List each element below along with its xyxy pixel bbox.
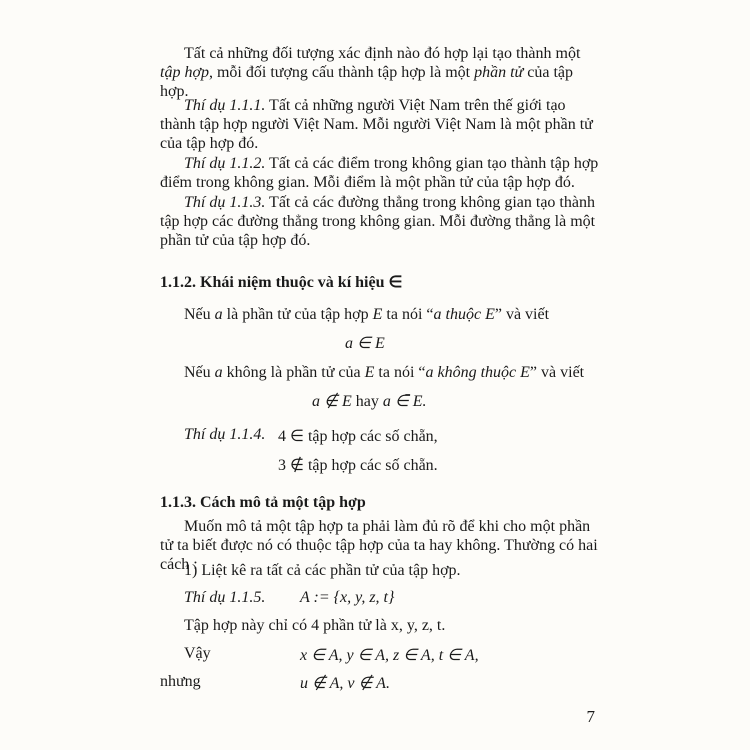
- formula-text: a ∉ E: [312, 393, 352, 410]
- example-text: Tất cả các điểm trong không gian tạo thành tập hợp điểm trong không gian. Mỗi điểm là một phần tử của tập hợp đó.: [160, 155, 599, 191]
- formula-a-not-in-E: [312, 391, 427, 411]
- nhung-formula: [300, 673, 390, 693]
- example-1-1-5-label: [184, 589, 265, 607]
- formula-text: A := {x, y, z, t}: [300, 589, 395, 606]
- intro-paragraph: [160, 44, 600, 101]
- example-1-1-4-line1: 4 ∈ tập hợp các số chẵn,: [278, 428, 438, 445]
- formula-a-in-E: [345, 333, 385, 353]
- section-heading-1-1-2: 1.1.2. Khái niệm thuộc và kí hiệu ∈: [160, 274, 403, 291]
- var-a: a: [214, 306, 223, 323]
- text: ” và viết: [529, 364, 585, 381]
- quote: a thuộc E: [433, 306, 495, 323]
- example-1-1-3: [160, 193, 600, 250]
- formula-text: a ∈̄ E.: [382, 393, 427, 410]
- quote: a không thuộc E: [425, 364, 530, 381]
- example-1-1-4-line2: 3 ∉ tập hợp các số chẵn.: [278, 457, 438, 474]
- example-label: Thí dụ 1.1.4.: [184, 426, 266, 443]
- text: ” và viết: [494, 306, 550, 323]
- text: là phần tử của tập hợp: [222, 306, 373, 323]
- section-heading-1-1-3: 1.1.3. Cách mô tả một tập hợp: [160, 494, 366, 511]
- example-text: Tất cả các đường thẳng trong không gian tạo thành tập hợp các đường thẳng trong không gian. Mỗi đường thẳng là một phần tử của tập hợp đó.: [160, 194, 596, 249]
- var-E: E: [372, 306, 383, 323]
- text: Nếu: [184, 306, 215, 323]
- var-a: a: [214, 364, 223, 381]
- intro-text: Tất cả những đối tượng xác định nào đó hợp lại tạo thành một: [184, 45, 581, 62]
- page-number: 7: [586, 707, 595, 726]
- term-set: tập hợp: [160, 64, 209, 81]
- example-1-1-1: [160, 96, 600, 153]
- text: Nếu: [184, 364, 215, 381]
- nhung-label: nhưng: [160, 673, 201, 690]
- text: không là phần tử của: [222, 364, 365, 381]
- example-label: Thí dụ 1.1.5.: [184, 589, 266, 606]
- text: 1) Liệt kê ra tất cả các phần tử của tập hợp.: [184, 562, 461, 579]
- four-elements-line: [160, 616, 600, 635]
- formula-text: x ∈ A, y ∈ A, z ∈ A, t ∈ A,: [300, 647, 479, 664]
- example-label: Thí dụ 1.1.1.: [184, 97, 266, 114]
- example-label: Thí dụ 1.1.2.: [184, 155, 266, 172]
- term-element: phần tử: [474, 64, 524, 81]
- intro-text-2: , mỗi đối tượng cấu thành tập hợp là một: [208, 64, 471, 81]
- example-1-1-5-formula: [300, 589, 394, 607]
- var-E: E: [364, 364, 375, 381]
- method-1: [160, 561, 600, 580]
- vay-formula: [300, 645, 479, 665]
- text: Tập hợp này chỉ có 4 phần tử là x, y, z, t.: [184, 617, 446, 634]
- text: ta nói “: [374, 364, 426, 381]
- example-1-1-4-label: [184, 426, 265, 444]
- text: ta nói “: [382, 306, 434, 323]
- intro-text-3: của tập hợp.: [160, 64, 574, 100]
- example-text: Tất cả những người Việt Nam trên thế giới tạo thành tập hợp người Việt Nam. Mỗi người Việt Nam là một phần tử của tập hợp đó.: [160, 97, 593, 152]
- text: hay: [351, 393, 383, 410]
- membership-definition: [160, 305, 600, 324]
- example-1-1-2: [160, 154, 600, 192]
- formula-text: a ∈ E: [345, 335, 385, 352]
- non-membership-definition: [160, 363, 600, 382]
- formula-text: u ∉ A, v ∉ A.: [300, 675, 390, 692]
- text: Muốn mô tả một tập hợp ta phải làm đủ rõ để khi cho một phần tử ta biết được nó có thuộc tập hợp của ta hay không. Thường có hai cách :: [160, 518, 598, 573]
- vay-label: Vậy: [184, 645, 211, 662]
- example-label: Thí dụ 1.1.3.: [184, 194, 266, 211]
